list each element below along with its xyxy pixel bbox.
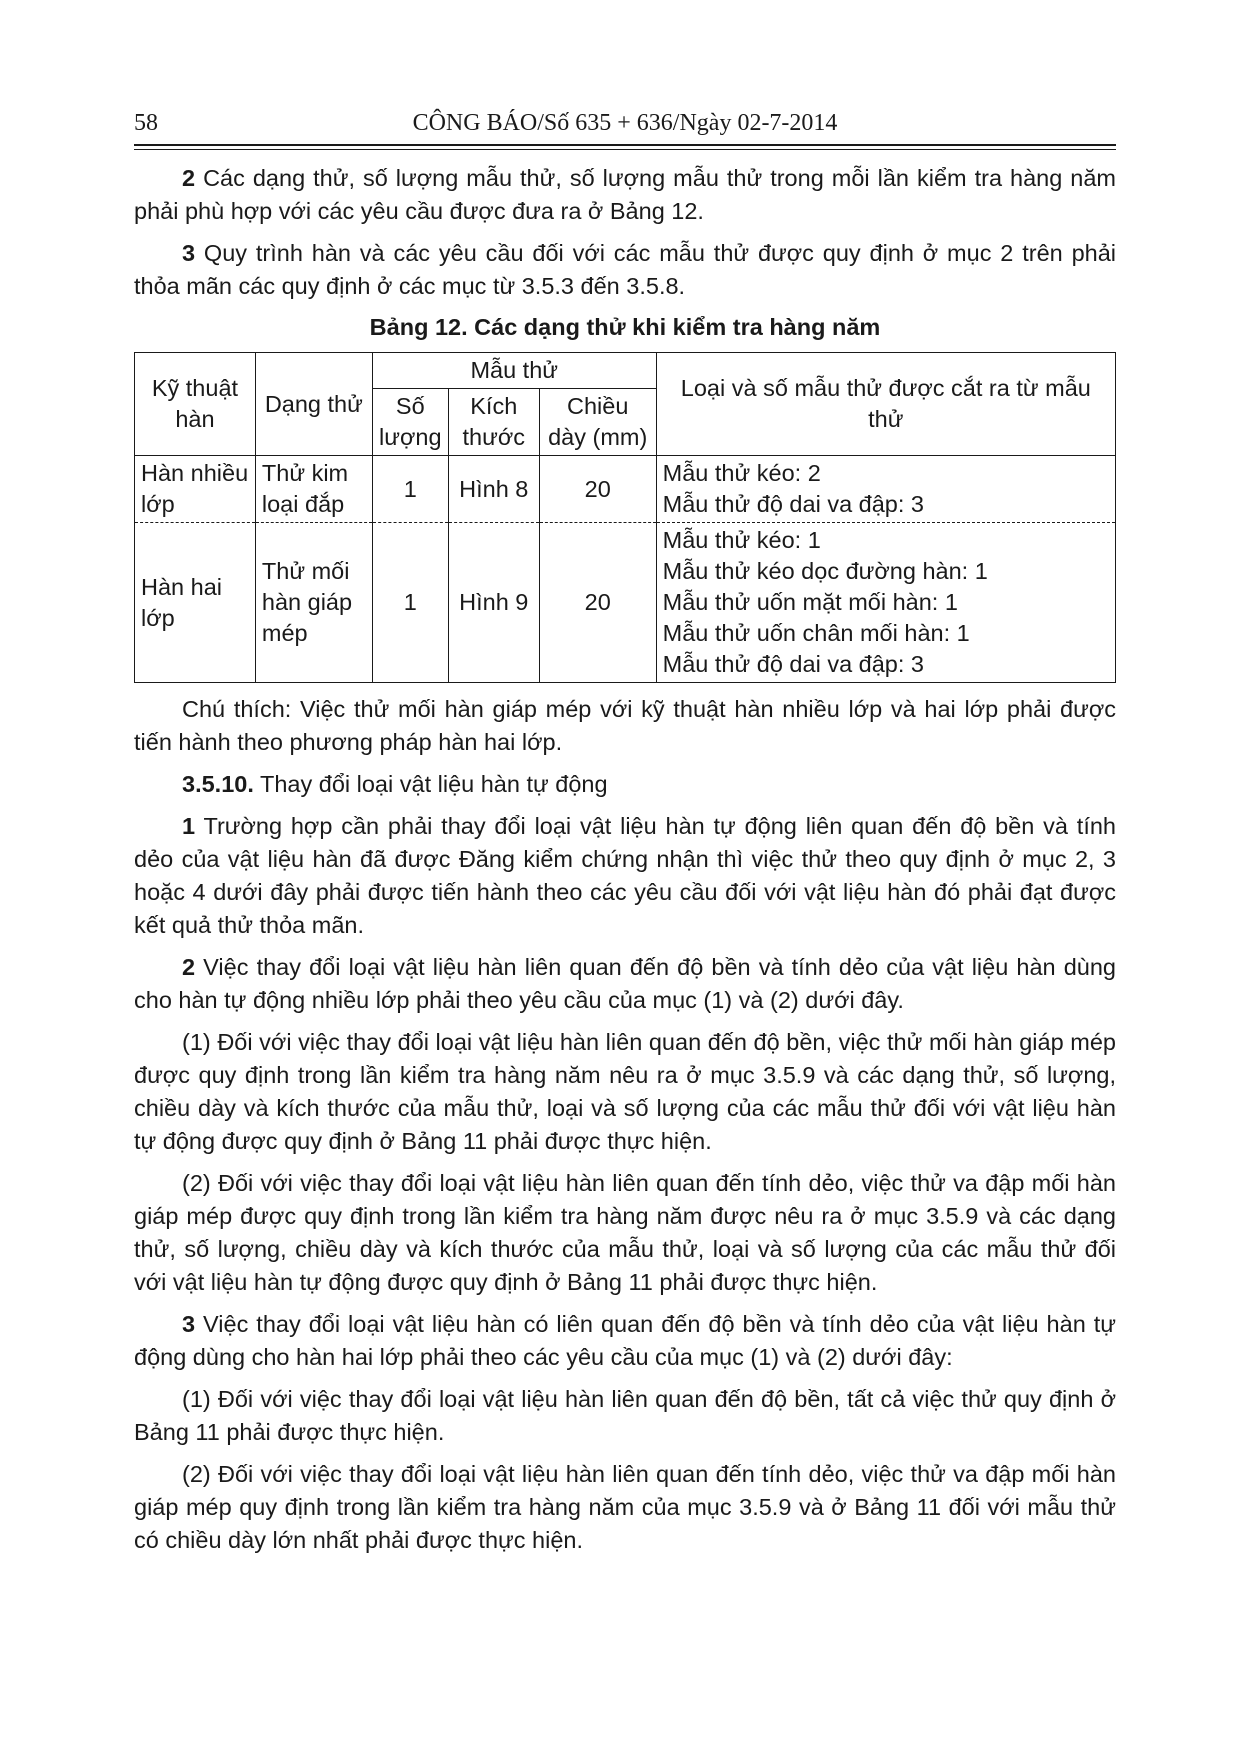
header-size: Kích thước — [448, 389, 539, 456]
paragraph-text: Các dạng thử, số lượng mẫu thử, số lượng mẫu thử trong mỗi lần kiểm tra hàng năm phải phù hợp với các yêu cầu được đưa ra ở Bảng 12. — [134, 165, 1116, 224]
header-thickness: Chiều dày (mm) — [539, 389, 656, 456]
section-heading — [134, 768, 1116, 801]
table-row — [135, 523, 1116, 683]
table-caption: Bảng 12. Các dạng thử khi kiểm tra hàng năm — [369, 314, 881, 340]
section-title: Thay đổi loại vật liệu hàn tự động — [253, 771, 608, 797]
paragraph-text: Việc thay đổi loại vật liệu hàn có liên quan đến độ bền và tính dẻo của vật liệu hàn tự động dùng cho hàn hai lớp phải theo các yêu cầu của mục (1) và (2) dưới đây: — [134, 1311, 1116, 1370]
cell-technique: Hàn nhiều lớp — [135, 456, 256, 523]
section-paragraph-3-1: (1) Đối với việc thay đổi loại vật liệu hàn liên quan đến độ bền, tất cả việc thử quy định ở Bảng 11 phải được thực hiện. — [134, 1386, 1116, 1445]
paragraph-text: Việc thay đổi loại vật liệu hàn liên quan đến độ bền và tính dẻo của vật liệu hàn dùng cho hàn tự động nhiều lớp phải theo yêu cầu của mục (1) và (2) dưới đây. — [134, 954, 1116, 1013]
document-page — [134, 98, 1116, 1557]
section-number: 3.5.10. — [182, 771, 254, 797]
header-specimen: Mẫu thử — [372, 353, 656, 389]
header-rule-thick — [134, 144, 1116, 146]
header-rule-thin — [134, 149, 1116, 150]
section-paragraph-3 — [134, 1308, 1116, 1374]
cell-quantity: 1 — [372, 523, 448, 683]
paragraph-text: Quy trình hàn và các yêu cầu đối với các mẫu thử được quy định ở mục 2 trên phải thỏa mãn các quy định ở các mục từ 3.5.3 đến 3.5.8. — [134, 240, 1116, 299]
paragraph-number: 2 — [182, 165, 196, 191]
test-types-table — [134, 352, 1116, 683]
cell-quantity: 1 — [372, 456, 448, 523]
section-paragraph-3-2: (2) Đối với việc thay đổi loại vật liệu hàn liên quan đến tính dẻo, việc thử va đập mối hàn giáp mép quy định trong lần kiểm tra hàng năm của mục 3.5.9 và ở Bảng 11 đối với mẫu thử có chiều dày lớn nhất phải được thực hiện. — [134, 1461, 1116, 1553]
header-test-type: Dạng thử — [255, 353, 372, 456]
cell-test-type: Thử mối hàn giáp mép — [255, 523, 372, 683]
specimen-line: Mẫu thử kéo: 2 — [662, 460, 821, 486]
gazette-title: CÔNG BÁO/Số 635 + 636/Ngày 02-7-2014 — [412, 110, 838, 136]
page-number: 58 — [134, 110, 158, 136]
section-paragraph-2 — [134, 951, 1116, 1017]
cell-specimens — [656, 456, 1115, 523]
header-quantity: Số lượng — [372, 389, 448, 456]
paragraph-number: 3 — [182, 240, 196, 266]
paragraph-number: 3 — [182, 1311, 196, 1337]
cell-size: Hình 9 — [448, 523, 539, 683]
table-note: Chú thích: Việc thử mối hàn giáp mép với kỹ thuật hàn nhiều lớp và hai lớp phải được tiến hành theo phương pháp hàn hai lớp. — [134, 696, 1116, 755]
cell-specimens — [656, 523, 1115, 683]
page-header — [134, 98, 1116, 144]
cell-thickness: 20 — [539, 523, 656, 683]
section-paragraph-2-2: (2) Đối với việc thay đổi loại vật liệu hàn liên quan đến tính dẻo, việc thử va đập mối hàn giáp mép được quy định trong lần kiểm tra hàng năm được nêu ra ở mục 3.5.9 và các dạng thử, số lượng, chiều dày và kích thước của mẫu thử, loại và số lượng của các mẫu thử đối với vật liệu hàn tự động được quy định ở Bảng 11 phải được thực hiện. — [134, 1170, 1116, 1295]
cell-test-type: Thử kim loại đắp — [255, 456, 372, 523]
header-technique: Kỹ thuật hàn — [135, 353, 256, 456]
paragraph-number: 1 — [182, 813, 196, 839]
specimen-line: Mẫu thử uốn chân mối hàn: 1 — [662, 620, 970, 646]
table-row — [135, 456, 1116, 523]
table-header-row — [135, 353, 1116, 389]
specimen-line: Mẫu thử kéo: 1 — [662, 527, 821, 553]
section-paragraph-1 — [134, 810, 1116, 942]
paragraph-3 — [134, 237, 1116, 303]
paragraph-number: 2 — [182, 954, 196, 980]
cell-thickness: 20 — [539, 456, 656, 523]
section-paragraph-2-1: (1) Đối với việc thay đổi loại vật liệu hàn liên quan đến độ bền, việc thử mối hàn giáp mép được quy định trong lần kiểm tra hàng năm nêu ra ở mục 3.5.9 và các dạng thử, số lượng, chiều dày và kích thước của mẫu thử, loại và số lượng của các mẫu thử đối với vật liệu hàn tự động được quy định ở Bảng 11 phải được thực hiện. — [134, 1029, 1116, 1154]
specimen-line: Mẫu thử uốn mặt mối hàn: 1 — [662, 589, 958, 615]
specimen-line: Mẫu thử độ dai va đập: 3 — [662, 651, 925, 677]
header-specimens-cut: Loại và số mẫu thử được cắt ra từ mẫu thử — [656, 353, 1115, 456]
cell-size: Hình 8 — [448, 456, 539, 523]
paragraph-2 — [134, 162, 1116, 228]
specimen-line: Mẫu thử độ dai va đập: 3 — [662, 491, 925, 517]
cell-technique: Hàn hai lớp — [135, 523, 256, 683]
specimen-line: Mẫu thử kéo dọc đường hàn: 1 — [662, 558, 988, 584]
paragraph-text: Trường hợp cần phải thay đổi loại vật liệu hàn tự động liên quan đến độ bền và tính dẻo của vật liệu hàn đã được Đăng kiểm chứng nhận thì việc thử theo quy định ở mục 2, 3 hoặc 4 dưới đây phải được tiến hành theo các yêu cầu đối với vật liệu hàn đó phải đạt được kết quả thử thỏa mãn. — [134, 813, 1116, 938]
